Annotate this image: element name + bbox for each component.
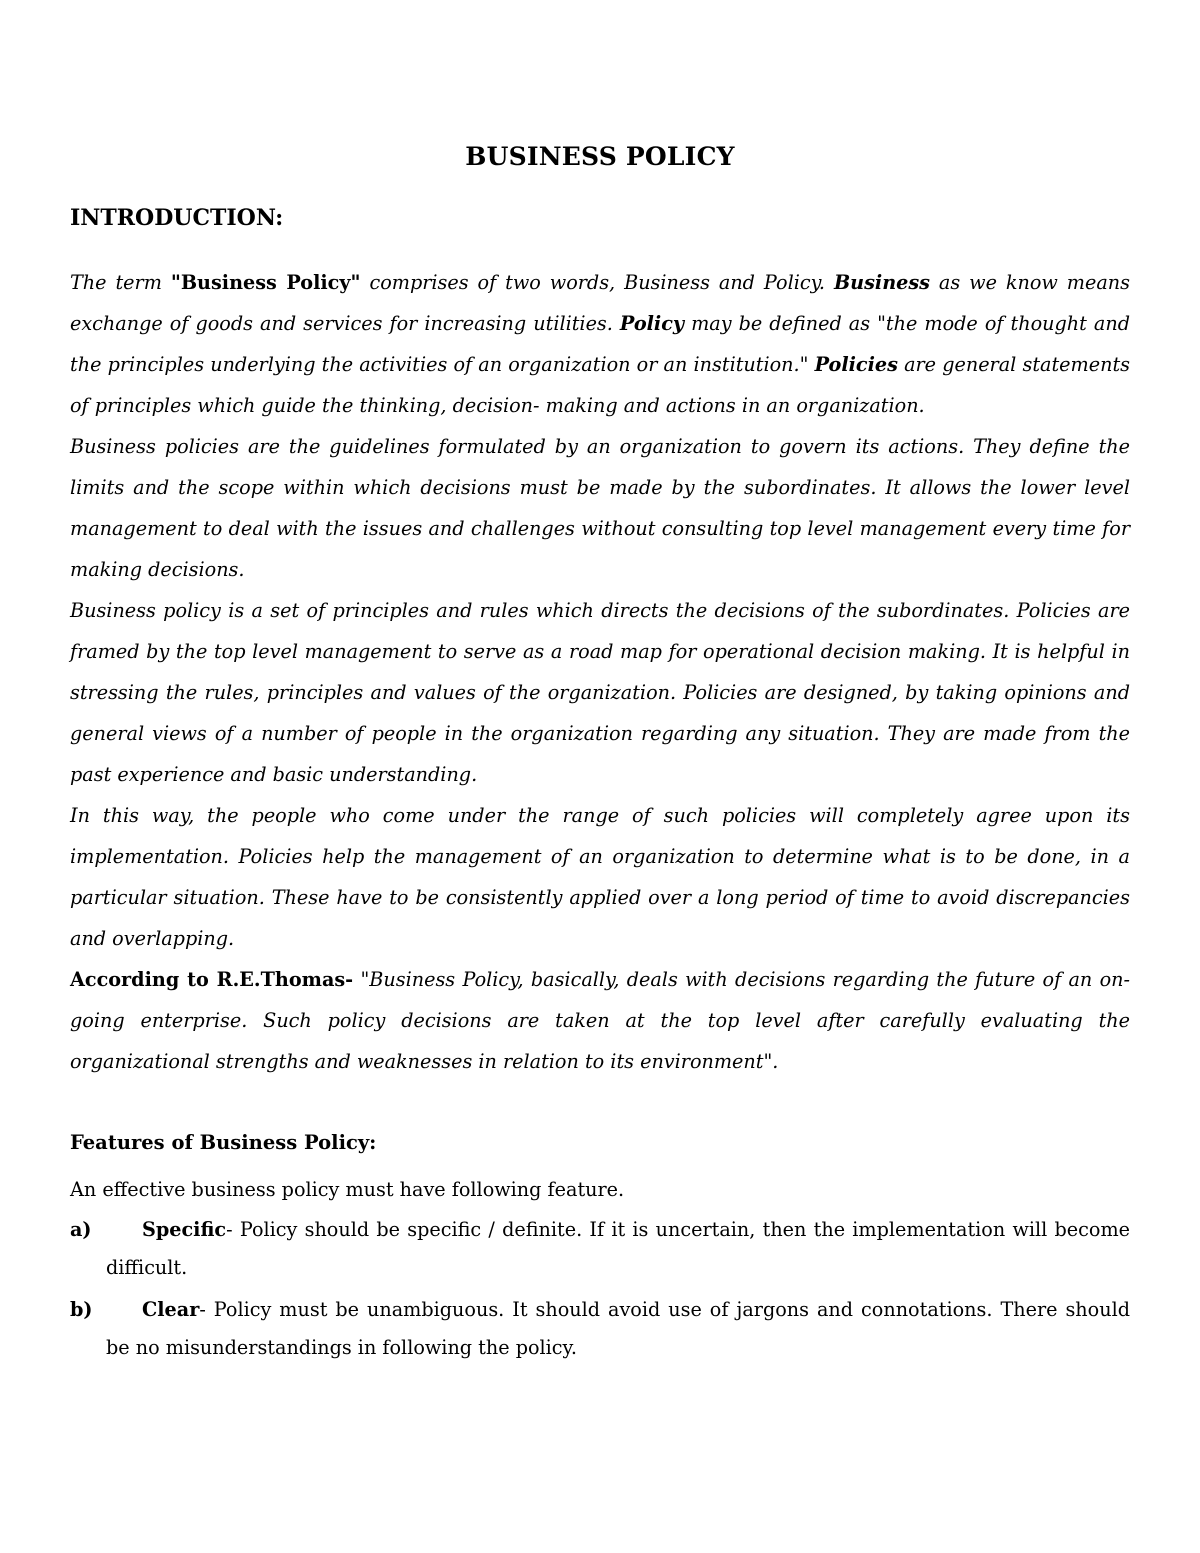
list-marker: a)	[70, 1218, 92, 1241]
features-intro: An effective business policy must have following feature.	[70, 1178, 625, 1201]
intro-paragraph-1: The term "Business Policy" comprises of two words, Business and Policy. Business as we know means exchange of goods and services for increasing utilities. Policy may be defined as "the mode of thought and the principles underlying the activities of an organization or an institution." Policies are general statements of principles which guide the thinking, decision- making and actions in an organization.	[70, 271, 1130, 417]
term-business-policy: "Business Policy"	[170, 271, 361, 294]
intro-paragraph-4: In this way, the people who come under the range of such policies will completely agree upon its implementation. Policies help the management of an organization to determine what is to be done, in a particular situation. These have to be consistently applied over a long period of time to avoid discrepancies and overlapping.	[70, 804, 1130, 950]
list-marker: b)	[70, 1298, 93, 1321]
features-heading: Features of Business Policy:	[70, 1131, 377, 1154]
feature-list	[70, 1211, 1130, 1371]
thomas-quote: "Business Policy, basically, deals with decisions regarding the future of an on-going enterprise. Such policy decisions are taken at the top level after carefully evaluating the organizational strengths and weaknesses in relation to its environment".	[70, 968, 1131, 1073]
feature-item-specific	[70, 1211, 1130, 1287]
feature-text: - Policy should be specific / definite. If it is uncertain, then the implementation will become difficult.	[106, 1218, 1130, 1279]
intro-paragraph-2: Business policies are the guidelines formulated by an organization to govern its actions. They define the limits and the scope within which decisions must be made by the subordinates. It allows the lower level management to deal with the issues and challenges without consulting top level management every time for making decisions.	[70, 435, 1130, 581]
intro-paragraph-3: Business policy is a set of principles and rules which directs the decisions of the subordinates. Policies are framed by the top level management to serve as a road map for operational decision making. It is helpful in stressing the rules, principles and values of the organization. Policies are designed, by taking opinions and general views of a number of people in the organization regarding any situation. They are made from the past experience and basic understanding.	[70, 599, 1130, 786]
feature-label: Clear	[142, 1298, 200, 1321]
quote-attribution: According to R.E.Thomas-	[70, 968, 354, 991]
intro-paragraph-5	[70, 959, 1130, 1082]
term-policies: Policies	[814, 353, 898, 376]
feature-label: Specific	[142, 1218, 227, 1241]
page-title: BUSINESS POLICY	[465, 142, 735, 171]
feature-item-clear	[70, 1291, 1130, 1367]
introduction-heading: INTRODUCTION:	[70, 205, 284, 231]
term-business: Business	[833, 271, 930, 294]
term-policy: Policy	[619, 312, 685, 335]
feature-text: - Policy must be unambiguous. It should avoid use of jargons and connotations. There should be no misunderstandings in following the policy.	[106, 1298, 1130, 1359]
introduction-body	[70, 262, 1130, 1082]
